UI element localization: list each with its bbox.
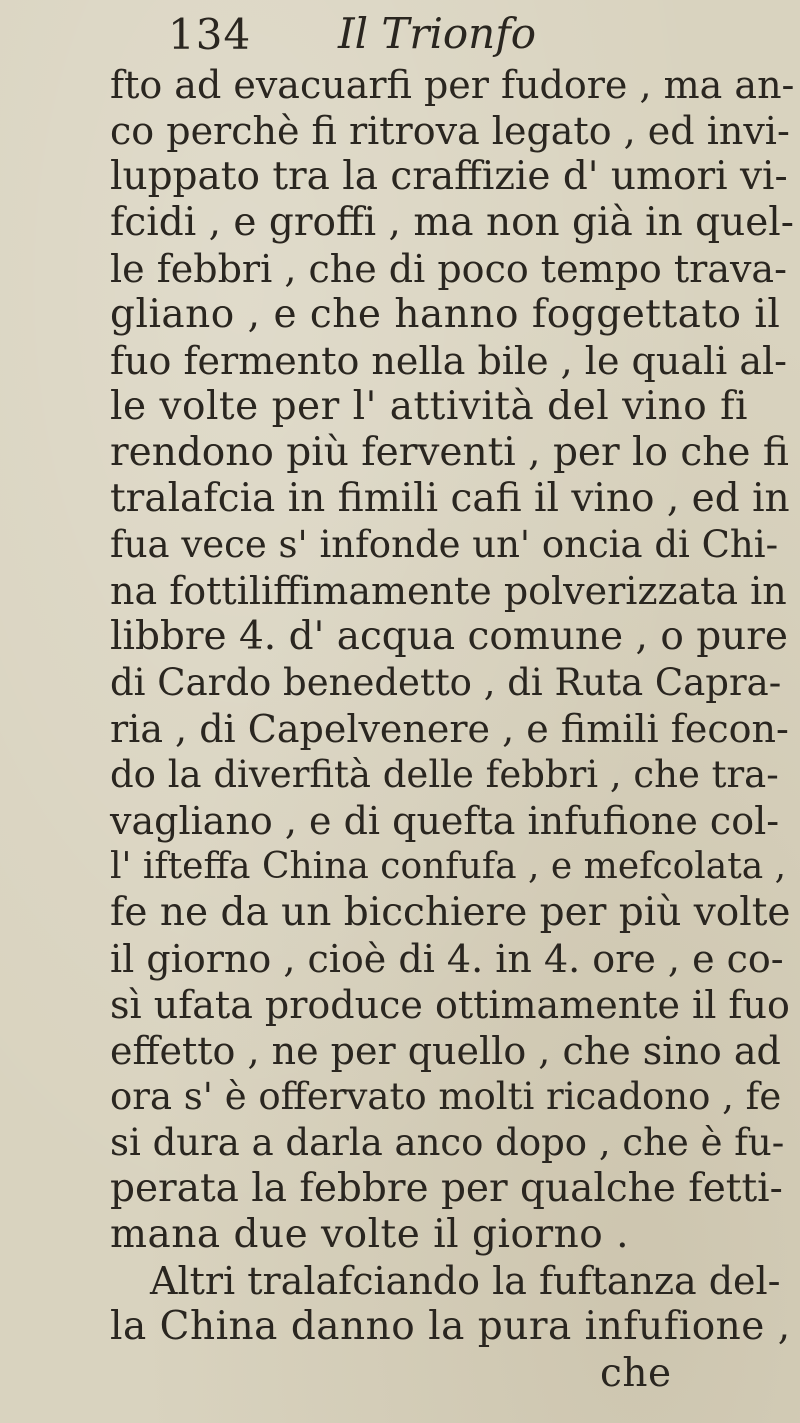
catchword: che	[600, 1351, 672, 1396]
text-line: le volte per l' attività del vino fi	[110, 384, 748, 429]
text-line: ria , di Capelvenere , e fimili fecon-	[110, 707, 789, 751]
text-line: na fottiliffimamente polverizzata in	[110, 569, 787, 613]
text-line: tralafcia in fimili cafi il vino , ed in	[110, 476, 790, 521]
text-line: fe ne da un bicchiere per più volte	[110, 890, 791, 935]
text-line: ora s' è offervato molti ricadono , fe	[110, 1075, 782, 1118]
text-line: libbre 4. d' acqua comune , o pure	[110, 614, 789, 659]
running-head	[0, 4, 800, 64]
text-line: effetto , ne per quello , che sino ad	[110, 1029, 781, 1073]
text-line: fto ad evacuarfi per fudore , ma an-	[110, 63, 795, 107]
text-line: mana due volte il giorno .	[110, 1212, 629, 1257]
text-line: sì ufata produce ottimamente il fuo	[110, 983, 790, 1027]
text-line: il giorno , cioè di 4. in 4. ore , e co-	[110, 937, 784, 981]
text-line: perata la febbre per qualche fetti-	[110, 1166, 783, 1211]
page-number: 134	[168, 10, 252, 59]
text-line: do la diverfità delle febbri , che tra-	[110, 753, 779, 796]
text-line: vagliano , e di quefta infufione col-	[110, 799, 780, 843]
text-line-indented: Altri tralafciando la fuftanza del-	[150, 1259, 781, 1303]
running-title: Il Trionfo	[338, 9, 537, 58]
text-line: co perchè fi ritrova legato , ed invi-	[110, 109, 790, 153]
text-line: luppato tra la craffizie d' umori vi-	[110, 154, 788, 199]
text-line: gliano , e che hanno foggettato il	[110, 292, 781, 337]
text-line: si dura a darla anco dopo , che è fu-	[110, 1121, 785, 1164]
text-line: fuo fermento nella bile , le quali al-	[110, 339, 788, 383]
text-line: le febbri , che di poco tempo trava-	[110, 247, 787, 291]
text-line: fua vece s' infonde un' oncia di Chi-	[110, 523, 779, 566]
text-line: rendono più ferventi , per lo che fi	[110, 430, 789, 475]
text-line: la China danno la pura infufione ,	[110, 1304, 791, 1349]
text-line: l' ifteffa China confufa , e mefcolata ,	[110, 846, 787, 887]
text-line: fcidi , e groffi , ma non già in quel-	[110, 200, 794, 245]
text-line: di Cardo benedetto , di Ruta Capra-	[110, 661, 782, 704]
